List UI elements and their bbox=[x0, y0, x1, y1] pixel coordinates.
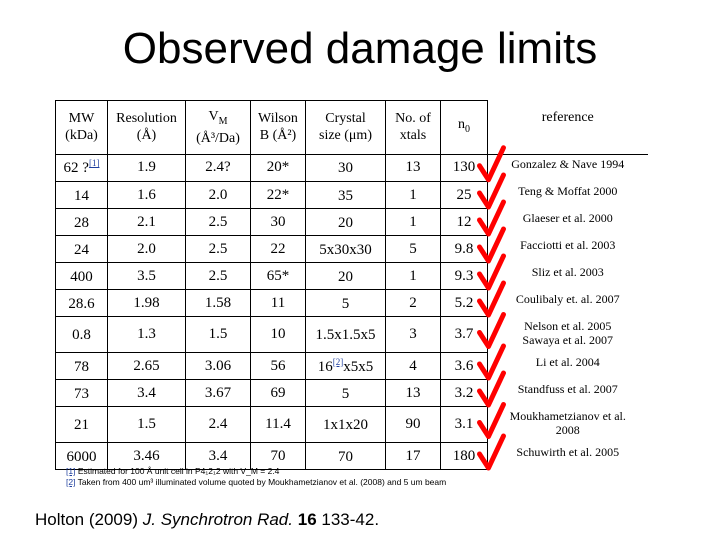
cell-xtals: 13 bbox=[386, 154, 441, 182]
cell-wilson-b: 20* bbox=[251, 154, 306, 182]
cell-xtals: 1 bbox=[386, 263, 441, 290]
cell-crystal-size: 20 bbox=[306, 263, 386, 290]
header-crystal-size: Crystal size (μm) bbox=[306, 101, 386, 155]
cell-reference: Li et al. 2004 bbox=[535, 354, 600, 369]
cell-mw: 400 bbox=[56, 263, 108, 290]
checkmark-icon bbox=[480, 436, 504, 468]
cell-resolution: 1.6 bbox=[108, 182, 186, 209]
cell-wilson-b: 22 bbox=[251, 236, 306, 263]
cell-xtals: 3 bbox=[386, 317, 441, 353]
cell-reference: Gonzalez & Nave 1994 bbox=[511, 156, 625, 171]
cell-crystal-size: 30 bbox=[306, 154, 386, 182]
cell-vm: 2.5 bbox=[186, 263, 251, 290]
cell-n0: 25 bbox=[441, 182, 488, 209]
checkmark-icon bbox=[480, 346, 504, 378]
citation: Holton (2009) J. Synchrotron Rad. 16 133-42. bbox=[35, 510, 380, 529]
slide-title: Observed damage limits bbox=[122, 24, 598, 73]
cell-vm: 2.4 bbox=[186, 407, 251, 443]
cell-xtals: 5 bbox=[386, 236, 441, 263]
cell-wilson-b: 11 bbox=[251, 290, 306, 317]
cell-n0: 3.7 bbox=[441, 317, 488, 353]
cell-n0: 12 bbox=[441, 209, 488, 236]
cell-crystal-size: 35 bbox=[306, 182, 386, 209]
checkmark-icon bbox=[480, 202, 504, 234]
footnote-2: [2] Taken from 400 um³ illuminated volume quoted by Moukhametzianov et al. (2008) and 5 um beam bbox=[66, 477, 447, 487]
cell-n0: 5.2 bbox=[441, 290, 488, 317]
cell-reference: Nelson et al. 2005 Sawaya et al. 2007 bbox=[522, 318, 614, 347]
cell-xtals: 2 bbox=[386, 290, 441, 317]
cell-crystal-size: 5 bbox=[306, 290, 386, 317]
cell-xtals: 1 bbox=[386, 209, 441, 236]
checkmark-icon bbox=[480, 148, 504, 180]
cell-resolution: 3.46 bbox=[108, 443, 186, 470]
cell-resolution: 1.98 bbox=[108, 290, 186, 317]
cell-vm: 2.5 bbox=[186, 209, 251, 236]
cell-mw: 73 bbox=[56, 380, 108, 407]
cell-xtals: 13 bbox=[386, 380, 441, 407]
cell-wilson-b: 22* bbox=[251, 182, 306, 209]
footnote-1: [1] Estimated for 100 Å unit cell in P4₁2₁2 with V_M = 2.4 bbox=[66, 466, 280, 476]
cell-crystal-size: 5 bbox=[306, 380, 386, 407]
cell-n0: 3.6 bbox=[441, 353, 488, 380]
cell-crystal-size: 20 bbox=[306, 209, 386, 236]
cell-n0: 130 bbox=[441, 154, 488, 182]
cell-wilson-b: 56 bbox=[251, 353, 306, 380]
checkmark-icon bbox=[480, 256, 504, 288]
cell-reference: Glaeser et al. 2000 bbox=[522, 210, 613, 225]
header-n0: $n_0$ bbox=[441, 101, 488, 155]
footnotes bbox=[66, 466, 446, 488]
cell-mw: 78 bbox=[56, 353, 108, 380]
cell-reference: Coulibaly et. al. 2007 bbox=[515, 291, 620, 306]
footnote-ref[interactable]: [2] bbox=[332, 356, 344, 367]
cell-wilson-b: 30 bbox=[251, 209, 306, 236]
cell-mw: 28.6 bbox=[56, 290, 108, 317]
cell-resolution: 3.4 bbox=[108, 380, 186, 407]
checkmark-icon bbox=[480, 315, 504, 347]
cell-crystal-size: 1x1x20 bbox=[306, 407, 386, 443]
cell-vm: 3.06 bbox=[186, 353, 251, 380]
cell-wilson-b: 10 bbox=[251, 317, 306, 353]
cell-xtals: 90 bbox=[386, 407, 441, 443]
checkmark-icon bbox=[480, 283, 504, 315]
cell-wilson-b: 11.4 bbox=[251, 407, 306, 443]
cell-vm: 3.67 bbox=[186, 380, 251, 407]
cell-resolution: 2.1 bbox=[108, 209, 186, 236]
cell-crystal-size: 70 bbox=[306, 443, 386, 470]
cell-mw: 62 ?[1] bbox=[56, 154, 108, 182]
cell-n0: 180 bbox=[441, 443, 488, 470]
cell-mw: 14 bbox=[56, 182, 108, 209]
footnote-ref[interactable]: [1] bbox=[88, 158, 100, 169]
cell-resolution: 1.9 bbox=[108, 154, 186, 182]
cell-vm: 1.58 bbox=[186, 290, 251, 317]
header-resolution: Resolution (Å) bbox=[108, 101, 186, 155]
cell-wilson-b: 69 bbox=[251, 380, 306, 407]
cell-reference: Standfuss et al. 2007 bbox=[517, 381, 618, 396]
cell-vm: 2.5 bbox=[186, 236, 251, 263]
checkmark-icon bbox=[480, 229, 504, 261]
cell-resolution: 3.5 bbox=[108, 263, 186, 290]
cell-reference: Sliz et al. 2003 bbox=[531, 264, 604, 279]
cell-vm: 3.4 bbox=[186, 443, 251, 470]
checkmark-icon bbox=[480, 373, 504, 405]
cell-n0: 3.2 bbox=[441, 380, 488, 407]
cell-vm: 2.4? bbox=[186, 154, 251, 182]
cell-resolution: 2.0 bbox=[108, 236, 186, 263]
cell-xtals: 1 bbox=[386, 182, 441, 209]
cell-xtals: 4 bbox=[386, 353, 441, 380]
header-mw: MW (kDa) bbox=[56, 101, 108, 155]
header-no-xtals: No. of xtals bbox=[386, 101, 441, 155]
cell-reference: Teng & Moffat 2000 bbox=[518, 183, 618, 198]
cell-wilson-b: 70 bbox=[251, 443, 306, 470]
cell-wilson-b: 65* bbox=[251, 263, 306, 290]
cell-reference: Moukhametzianov et al. 2008 bbox=[509, 408, 626, 437]
cell-vm: 1.5 bbox=[186, 317, 251, 353]
cell-reference: Facciotti et al. 2003 bbox=[520, 237, 616, 252]
cell-vm: 2.0 bbox=[186, 182, 251, 209]
cell-mw: 6000 bbox=[56, 443, 108, 470]
header-wilson-b: Wilson B (Å²) bbox=[251, 101, 306, 155]
cell-n0: 3.1 bbox=[441, 407, 488, 443]
cell-resolution: 2.65 bbox=[108, 353, 186, 380]
cell-mw: 28 bbox=[56, 209, 108, 236]
cell-mw: 21 bbox=[56, 407, 108, 443]
cell-xtals: 17 bbox=[386, 443, 441, 470]
cell-crystal-size: 1.5x1.5x5 bbox=[306, 317, 386, 353]
checkmark-icon bbox=[480, 175, 504, 207]
cell-mw: 24 bbox=[56, 236, 108, 263]
cell-reference: Schuwirth et al. 2005 bbox=[516, 444, 620, 459]
header-vm: $V_M$ (Å³/Da) bbox=[186, 101, 251, 155]
cell-resolution: 1.5 bbox=[108, 407, 186, 443]
cell-n0: 9.8 bbox=[441, 236, 488, 263]
cell-n0: 9.3 bbox=[441, 263, 488, 290]
cell-mw: 0.8 bbox=[56, 317, 108, 353]
checkmark-icon bbox=[480, 405, 504, 437]
header-reference: reference bbox=[488, 101, 648, 155]
cell-resolution: 1.3 bbox=[108, 317, 186, 353]
cell-crystal-size: 16[2]x5x5 bbox=[306, 353, 386, 380]
cell-crystal-size: 5x30x30 bbox=[306, 236, 386, 263]
